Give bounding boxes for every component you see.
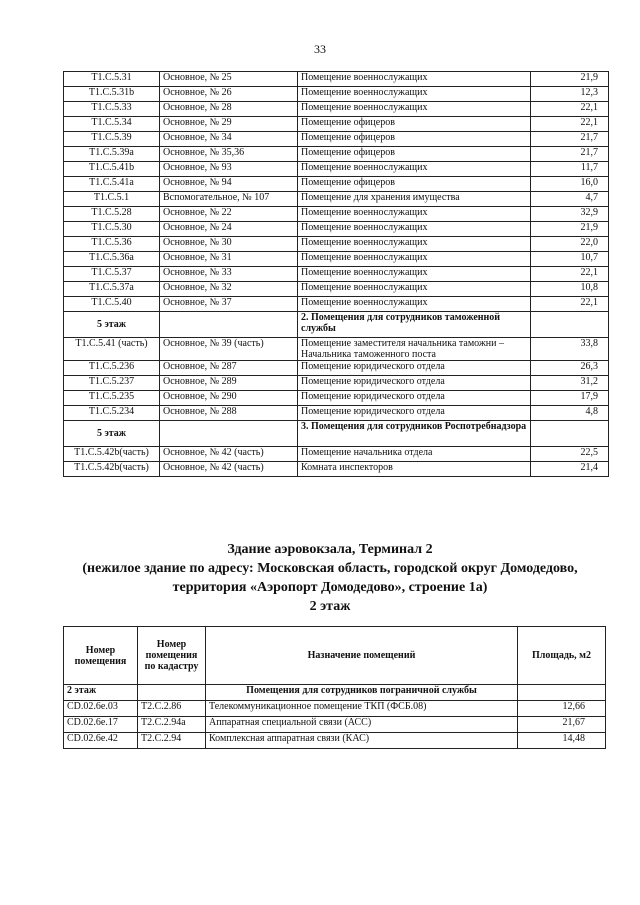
room-type: Основное, № 26 [160,87,298,102]
room-number: T1.C.5.28 [64,207,160,222]
room-type: Основное, № 30 [160,237,298,252]
section-empty-cell [531,312,609,338]
room-number: T1.C.5.36a [64,252,160,267]
section-empty-cell [160,421,298,447]
table-row [64,177,609,192]
room-number: T1.C.5.236 [64,361,160,376]
room-purpose: Помещение военнослужащих [298,87,531,102]
room-type: Основное, № 34 [160,132,298,147]
section-empty-cell [518,685,606,701]
header-room-number: Номер помещения [64,627,138,685]
room-purpose: Помещение военнослужащих [298,162,531,177]
room-area: 21,9 [531,222,609,237]
rooms-table-terminal-2 [63,626,606,749]
building-address-line-2: территория «Аэропорт Домодедово», строение 1а) [172,580,488,595]
room-type: Основное, № 289 [160,376,298,391]
room-type: Основное, № 25 [160,72,298,87]
room-purpose: Комплексная аппаратная связи (КАС) [206,733,518,749]
room-area: 12,3 [531,87,609,102]
table-row [64,237,609,252]
room-number: T1.C.5.41b [64,162,160,177]
room-area: 16,0 [531,177,609,192]
room-purpose: Помещение заместителя начальника таможни – Начальника таможенного поста [298,338,531,361]
room-area: 21,9 [531,72,609,87]
room-number: T1.C.5.39 [64,132,160,147]
room-area: 22,1 [531,117,609,132]
table-row [64,207,609,222]
room-purpose: Помещение юридического отдела [298,406,531,421]
room-area: 11,7 [531,162,609,177]
room-area: 22,1 [531,297,609,312]
room-purpose: Помещение военнослужащих [298,222,531,237]
room-number: T1.C.5.42b(часть) [64,462,160,477]
table-row [64,87,609,102]
room-purpose: Помещение военнослужащих [298,252,531,267]
room-number: T1.C.5.31b [64,87,160,102]
room-purpose: Комната инспекторов [298,462,531,477]
table-row [64,406,609,421]
table-row [64,462,609,477]
room-purpose: Помещение начальника отдела [298,447,531,462]
room-purpose: Аппаратная специальной связи (АСС) [206,717,518,733]
room-purpose: Помещение военнослужащих [298,237,531,252]
room-type: Основное, № 39 (часть) [160,338,298,361]
room-type: Основное, № 33 [160,267,298,282]
room-area: 21,67 [518,717,606,733]
section-floor: 2 этаж [64,685,138,701]
room-type: Основное, № 28 [160,102,298,117]
room-purpose: Телекоммуникационное помещение ТКП (ФСБ.08) [206,701,518,717]
table-header-row [64,627,606,685]
table-row [64,162,609,177]
table-section-row [64,312,609,338]
section-title: 2. Помещения для сотрудников таможенной службы [298,312,531,338]
room-area: 21,7 [531,132,609,147]
room-number: T1.C.5.41a [64,177,160,192]
table-row [64,72,609,87]
room-purpose: Помещение юридического отдела [298,361,531,376]
building-title: Здание аэровокзала, Терминал 2 [227,542,433,557]
room-number: T1.C.5.235 [64,391,160,406]
room-number: T1.C.5.39a [64,147,160,162]
header-room-purpose: Назначение помещений [206,627,518,685]
table-row [64,147,609,162]
table-row [64,192,609,207]
room-purpose: Помещение военнослужащих [298,72,531,87]
room-number: T1.C.5.42b(часть) [64,447,160,462]
room-area: 31,2 [531,376,609,391]
table-row [64,222,609,237]
room-purpose: Помещение военнослужащих [298,102,531,117]
room-type: Основное, № 22 [160,207,298,222]
room-number: T1.C.5.36 [64,237,160,252]
room-purpose: Помещение для хранения имущества [298,192,531,207]
room-type: Основное, № 32 [160,282,298,297]
rooms-table-terminal-1 [63,71,609,477]
room-area: 22,5 [531,447,609,462]
room-number: T1.C.5.31 [64,72,160,87]
room-area: 4,8 [531,406,609,421]
room-purpose: Помещение военнослужащих [298,282,531,297]
table-row [64,282,609,297]
room-area: 22,1 [531,102,609,117]
room-purpose: Помещение юридического отдела [298,391,531,406]
room-type: Основное, № 29 [160,117,298,132]
table-row [64,102,609,117]
section-title: 3. Помещения для сотрудников Роспотребнадзора [298,421,531,447]
cadastre-number: T2.C.2.94 [138,733,206,749]
room-purpose: Помещение офицеров [298,117,531,132]
room-number: T1.C.5.30 [64,222,160,237]
room-number: T1.C.5.33 [64,102,160,117]
room-area: 10,7 [531,252,609,267]
table-row [64,701,606,717]
room-area: 10,8 [531,282,609,297]
table-row [64,267,609,282]
table-row [64,733,606,749]
room-type: Основное, № 35,36 [160,147,298,162]
room-number: T1.C.5.41 (часть) [64,338,160,361]
table-row [64,338,609,361]
room-type: Основное, № 94 [160,177,298,192]
room-area: 32,9 [531,207,609,222]
room-number: T1.C.5.37a [64,282,160,297]
table-row [64,376,609,391]
room-purpose: Помещение офицеров [298,132,531,147]
table-row [64,117,609,132]
room-area: 33,8 [531,338,609,361]
table-section-row [64,685,606,701]
building-address-line-1: (нежилое здание по адресу: Московская область, городской округ Домодедово, [82,561,578,576]
header-area: Площадь, м2 [518,627,606,685]
room-type: Основное, № 287 [160,361,298,376]
room-type: Основное, № 290 [160,391,298,406]
room-purpose: Помещение военнослужащих [298,207,531,222]
table-row [64,132,609,147]
section-empty-cell [138,685,206,701]
floor-heading: 2 этаж [309,599,351,614]
room-area: 14,48 [518,733,606,749]
table-row [64,361,609,376]
room-purpose: Помещение юридического отдела [298,376,531,391]
room-type: Основное, № 42 (часть) [160,462,298,477]
room-area: 12,66 [518,701,606,717]
room-area: 21,7 [531,147,609,162]
page-number: 33 [314,42,326,56]
room-type: Вспомогательное, № 107 [160,192,298,207]
room-number: T1.C.5.237 [64,376,160,391]
room-number: CD.02.6e.42 [64,733,138,749]
room-type: Основное, № 24 [160,222,298,237]
section-floor: 5 этаж [64,312,160,338]
room-purpose: Помещение офицеров [298,147,531,162]
table-section-row [64,421,609,447]
room-type: Основное, № 288 [160,406,298,421]
section-floor: 5 этаж [64,421,160,447]
section-empty-cell [160,312,298,338]
room-number: T1.C.5.40 [64,297,160,312]
room-type: Основное, № 42 (часть) [160,447,298,462]
table-row [64,717,606,733]
room-purpose: Помещение офицеров [298,177,531,192]
table-row [64,252,609,267]
rooms-table-body [64,72,609,477]
room-area: 22,1 [531,267,609,282]
room-purpose: Помещение военнослужащих [298,297,531,312]
room-area: 21,4 [531,462,609,477]
section-empty-cell [531,421,609,447]
room-number: T1.C.5.1 [64,192,160,207]
cadastre-number: T2.C.2.86 [138,701,206,717]
room-purpose: Помещение военнослужащих [298,267,531,282]
table-row [64,447,609,462]
room-area: 17,9 [531,391,609,406]
cadastre-number: T2.C.2.94a [138,717,206,733]
room-area: 4,7 [531,192,609,207]
section-title: Помещения для сотрудников пограничной службы [206,685,518,701]
room-number: CD.02.6e.03 [64,701,138,717]
room-number: T1.C.5.34 [64,117,160,132]
room-number: T1.C.5.234 [64,406,160,421]
room-area: 22,0 [531,237,609,252]
header-cadastre-number: Номер помещения по кадастру [138,627,206,685]
room-number: CD.02.6e.17 [64,717,138,733]
table-row [64,391,609,406]
table-row [64,297,609,312]
room-type: Основное, № 93 [160,162,298,177]
room-number: T1.C.5.37 [64,267,160,282]
room-area: 26,3 [531,361,609,376]
rooms-table-body [64,701,606,749]
room-type: Основное, № 31 [160,252,298,267]
room-type: Основное, № 37 [160,297,298,312]
